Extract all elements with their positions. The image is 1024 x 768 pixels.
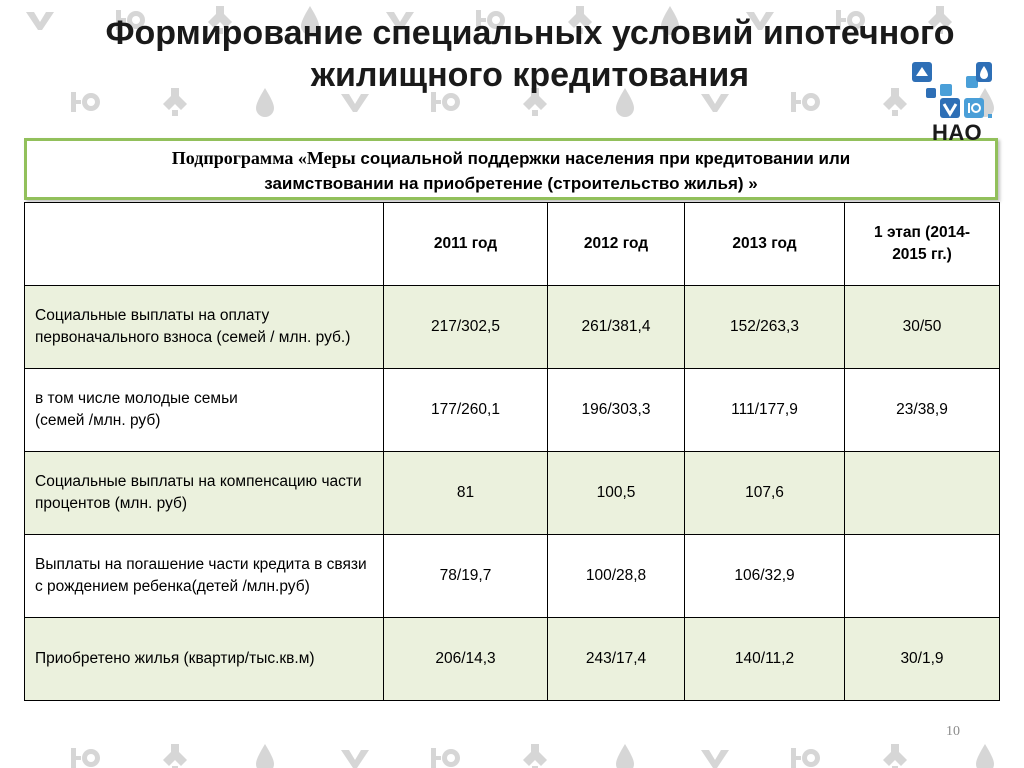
header-cell-stage1: 1 этап (2014-2015 гг.) xyxy=(845,203,1000,286)
ornament-mark xyxy=(431,748,460,768)
cell-2013: 111/177,9 xyxy=(685,369,845,452)
title-line-1: Формирование специальных условий ипотечного xyxy=(105,14,955,52)
row-label: Приобретено жилья (квартир/тыс.кв.м) xyxy=(25,618,384,701)
cell-stage1 xyxy=(845,452,1000,535)
cell-2013: 107,6 xyxy=(685,452,845,535)
header-cell-2012: 2012 год xyxy=(548,203,685,286)
row-label: Социальные выплаты на компенсацию части процентов (млн. руб) xyxy=(25,452,384,535)
ornament-mark xyxy=(71,748,100,768)
subprogram-line-1 xyxy=(27,146,995,171)
cell-stage1: 30/1,9 xyxy=(845,618,1000,701)
cell-2013: 140/11,2 xyxy=(685,618,845,701)
cell-2012: 243/17,4 xyxy=(548,618,685,701)
cell-2012: 261/381,4 xyxy=(548,286,685,369)
table-row xyxy=(25,452,1000,535)
header-cell-2011: 2011 год xyxy=(384,203,548,286)
ornament-mark xyxy=(341,750,369,768)
cell-2011: 177/260,1 xyxy=(384,369,548,452)
cell-2011: 81 xyxy=(384,452,548,535)
ornament-mark xyxy=(883,744,907,768)
subprogram-header xyxy=(24,138,998,200)
cell-2012: 100,5 xyxy=(548,452,685,535)
ornament-mark xyxy=(701,94,729,112)
title-line-2: жилищного кредитования xyxy=(310,56,750,94)
cell-2011: 217/302,5 xyxy=(384,286,548,369)
cell-stage1: 23/38,9 xyxy=(845,369,1000,452)
logo-square-2 xyxy=(940,84,952,96)
statistics-table xyxy=(24,202,1000,701)
row-label: в том числе молодые семьи (семей /млн. руб) xyxy=(25,369,384,452)
subprogram-prefix: Подпрограмма «Меры xyxy=(171,148,356,168)
row-label: Выплаты на погашение части кредита в связи с рождением ребенка(детей /млн.руб) xyxy=(25,535,384,618)
cell-stage1 xyxy=(845,535,1000,618)
ornament-mark xyxy=(791,748,820,768)
subprogram-line-1-rest: социальной поддержки населения при кредитовании или xyxy=(355,149,851,168)
table-header-row xyxy=(25,203,1000,286)
cell-2013: 106/32,9 xyxy=(685,535,845,618)
page-number: 10 xyxy=(946,724,960,739)
table-row xyxy=(25,286,1000,369)
cell-2012: 196/303,3 xyxy=(548,369,685,452)
ornament-mark xyxy=(701,750,729,768)
ornament-mark xyxy=(256,744,274,768)
cell-2011: 78/19,7 xyxy=(384,535,548,618)
ornament-mark xyxy=(523,744,547,768)
slide-title xyxy=(40,12,1020,96)
logo-label: НАО xyxy=(932,120,983,145)
ornament-mark xyxy=(341,94,369,112)
cell-2012: 100/28,8 xyxy=(548,535,685,618)
header-cell-2013: 2013 год xyxy=(685,203,845,286)
table-row xyxy=(25,618,1000,701)
table-row xyxy=(25,535,1000,618)
cell-2013: 152/263,3 xyxy=(685,286,845,369)
cell-stage1: 30/50 xyxy=(845,286,1000,369)
table-row xyxy=(25,369,1000,452)
cell-2011: 206/14,3 xyxy=(384,618,548,701)
row-label: Социальные выплаты на оплату первоначального взноса (семей / млн. руб.) xyxy=(25,286,384,369)
header-cell-empty xyxy=(25,203,384,286)
subprogram-line-2: заимствовании на приобретение (строительство жилья) » xyxy=(264,174,758,193)
ornament-mark xyxy=(163,744,187,768)
logo-square-3 xyxy=(926,88,936,98)
ornament-mark xyxy=(976,744,994,768)
ornament-mark xyxy=(616,744,634,768)
